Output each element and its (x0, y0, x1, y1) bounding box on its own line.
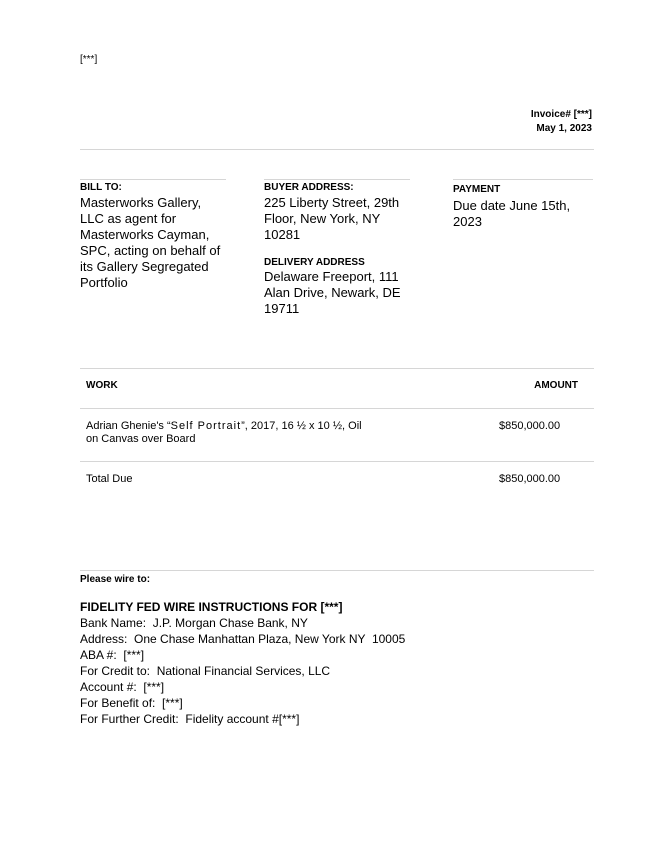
buyer-address-line: Floor, New York, NY (264, 211, 381, 226)
table-row-amount: $850,000.00 (499, 420, 561, 432)
bill-to-line: Masterworks Cayman, (80, 227, 210, 242)
wire-heading: FIDELITY FED WIRE INSTRUCTIONS FOR [***] (80, 600, 343, 614)
delivery-address-line: Delaware Freeport, 111 (264, 269, 399, 284)
payment-divider (453, 179, 593, 180)
work-title: Self Portrait (170, 420, 242, 432)
payment-line: 2023 (453, 214, 482, 229)
delivery-address-line: 19711 (264, 301, 300, 316)
work-line2: on Canvas over Board (86, 433, 196, 445)
payment-line: Due date June 15th, (453, 198, 571, 213)
invoice-number: Invoice# [***] (530, 109, 592, 120)
work-prefix: Adrian Ghenie's “ (86, 420, 171, 432)
buyer-address-line: 225 Liberty Street, 29th (264, 195, 400, 210)
wire-line: ABA #: [***] (80, 648, 145, 662)
wire-intro: Please wire to: (80, 574, 151, 585)
payment-block (453, 198, 603, 230)
header-divider (80, 149, 594, 150)
table-row-work (86, 420, 406, 446)
table-row-divider (80, 461, 594, 462)
bill-to-line: SPC, acting on behalf of (80, 243, 221, 258)
table-header-divider (80, 408, 594, 409)
col-amount-header: AMOUNT (534, 380, 578, 391)
total-due-label: Total Due (86, 473, 133, 485)
bill-to-divider (80, 179, 226, 180)
wire-block (80, 599, 580, 727)
invoice-date: May 1, 2023 (536, 123, 592, 134)
wire-line: Bank Name: J.P. Morgan Chase Bank, NY (80, 616, 308, 630)
bill-to-line: its Gallery Segregated (80, 259, 209, 274)
col-work-header: WORK (86, 380, 118, 391)
total-due-amount: $850,000.00 (499, 473, 561, 485)
wire-divider (80, 570, 594, 571)
bill-to-label: BILL TO: (80, 182, 122, 193)
buyer-address-block (264, 195, 424, 243)
table-top-divider (80, 368, 594, 369)
wire-line: For Benefit of: [***] (80, 696, 183, 710)
buyer-address-divider (264, 179, 410, 180)
bill-to-line: LLC as agent for (80, 211, 177, 226)
buyer-address-line: 10281 (264, 227, 301, 242)
wire-line: Address: One Chase Manhattan Plaza, New York NY 10005 (80, 632, 406, 646)
delivery-address-line: Alan Drive, Newark, DE (264, 285, 401, 300)
bill-to-line: Portfolio (80, 275, 128, 290)
buyer-address-label: BUYER ADDRESS: (264, 182, 354, 193)
work-suffix: ”, 2017, 16 ½ x 10 ½, Oil (241, 420, 362, 432)
bill-to-line: Masterworks Gallery, (80, 195, 202, 210)
wire-line: For Credit to: National Financial Services, LLC (80, 664, 331, 678)
payment-label: PAYMENT (453, 184, 501, 195)
wire-line: For Further Credit: Fidelity account #[***] (80, 712, 300, 726)
delivery-address-label: DELIVERY ADDRESS (264, 257, 365, 268)
wire-line: Account #: [***] (80, 680, 165, 694)
redacted-logo: [***] (80, 54, 98, 65)
delivery-address-block (264, 269, 424, 317)
bill-to-block (80, 195, 240, 291)
